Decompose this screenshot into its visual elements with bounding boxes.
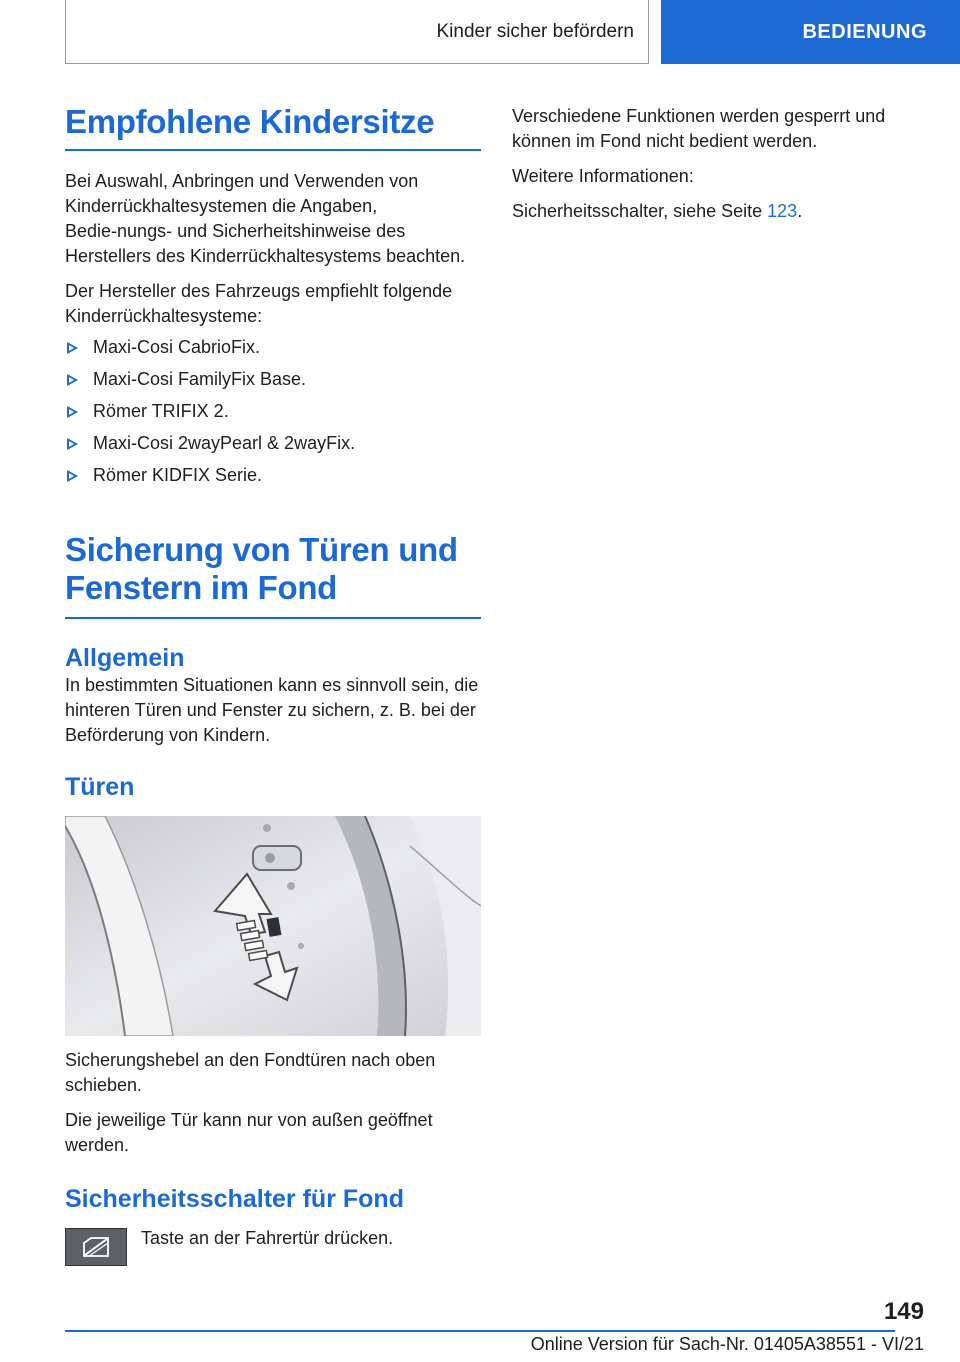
recommended-intro: Bei Auswahl, Anbringen und Verwenden von Kinderrückhaltesystemen die Angaben, Bedie‑nungs- und Sicherheitshinweise des Herstellers des Kinderrückhaltesystems beachten.	[65, 171, 466, 266]
doors-note: Die jeweilige Tür kann nur von außen geöffnet werden.	[65, 1110, 433, 1155]
general-text: In bestimmten Situationen kann es sinnvoll sein, die hinteren Türen und Fenster zu sichern, z. B. bei der Beförderung von Kindern.	[65, 675, 479, 745]
list-item-text: Maxi-Cosi FamilyFix Base.	[93, 369, 307, 389]
list-item-text: Maxi-Cosi 2wayPearl & 2wayFix.	[93, 433, 356, 453]
seat-list	[65, 335, 481, 495]
heading-safety-switch: Sicherheitsschalter für Fond	[65, 1185, 404, 1213]
list-item	[65, 463, 481, 495]
heading-general: Allgemein	[65, 644, 185, 672]
locked-functions-text: Verschiedene Funktionen werden gesperrt und können im Fond nicht bedient werden.	[512, 106, 886, 151]
list-item	[65, 335, 481, 367]
safety-switch-row	[65, 1226, 481, 1296]
page-number: 149	[883, 1298, 924, 1325]
bullet-triangle-icon	[67, 470, 78, 482]
heading-securing-doors-windows: Sicherung von Türen und Fenstern im Fond	[65, 531, 481, 619]
door-lock-lever-figure	[65, 816, 481, 1036]
list-item-text: Römer KIDFIX Serie.	[93, 465, 263, 485]
online-version-footer: Online Version für Sach-Nr. 01405A38551 - VI/21	[530, 1334, 924, 1354]
section-header	[661, 0, 960, 64]
footer-divider	[65, 1330, 895, 1332]
chapter-title: Kinder sicher befördern	[436, 20, 634, 42]
heading-recommended-seats: Empfohlene Kindersitze	[65, 103, 481, 151]
bullet-triangle-icon	[67, 438, 78, 450]
cross-reference	[512, 199, 924, 224]
heading-doors: Türen	[65, 773, 135, 801]
doors-instruction: Sicherungshebel an den Fondtüren nach oben schieben.	[65, 1050, 436, 1095]
left-column	[65, 100, 481, 1296]
bullet-triangle-icon	[67, 374, 78, 386]
list-item	[65, 367, 481, 399]
bullet-triangle-icon	[67, 342, 78, 354]
recommended-manufacturer: Der Hersteller des Fahrzeugs empfiehlt folgende Kinderrückhaltesysteme:	[65, 281, 453, 326]
list-item	[65, 399, 481, 431]
section-label: BEDIENUNG	[802, 20, 927, 43]
cross-reference-period: .	[797, 201, 803, 221]
window-lock-switch-icon	[65, 1228, 127, 1266]
list-item	[65, 431, 481, 463]
more-info-label: Weitere Informationen:	[512, 166, 694, 186]
page-123-link[interactable]: 123	[767, 201, 798, 221]
list-item-text: Maxi-Cosi CabrioFix.	[93, 337, 261, 357]
cross-reference-text: Sicherheitsschalter, siehe Seite	[512, 201, 768, 221]
right-column	[512, 100, 924, 224]
bullet-triangle-icon	[67, 406, 78, 418]
chapter-header	[65, 0, 649, 64]
safety-switch-text: Taste an der Fahrertür drücken.	[141, 1228, 394, 1248]
list-item-text: Römer TRIFIX 2.	[93, 401, 229, 421]
